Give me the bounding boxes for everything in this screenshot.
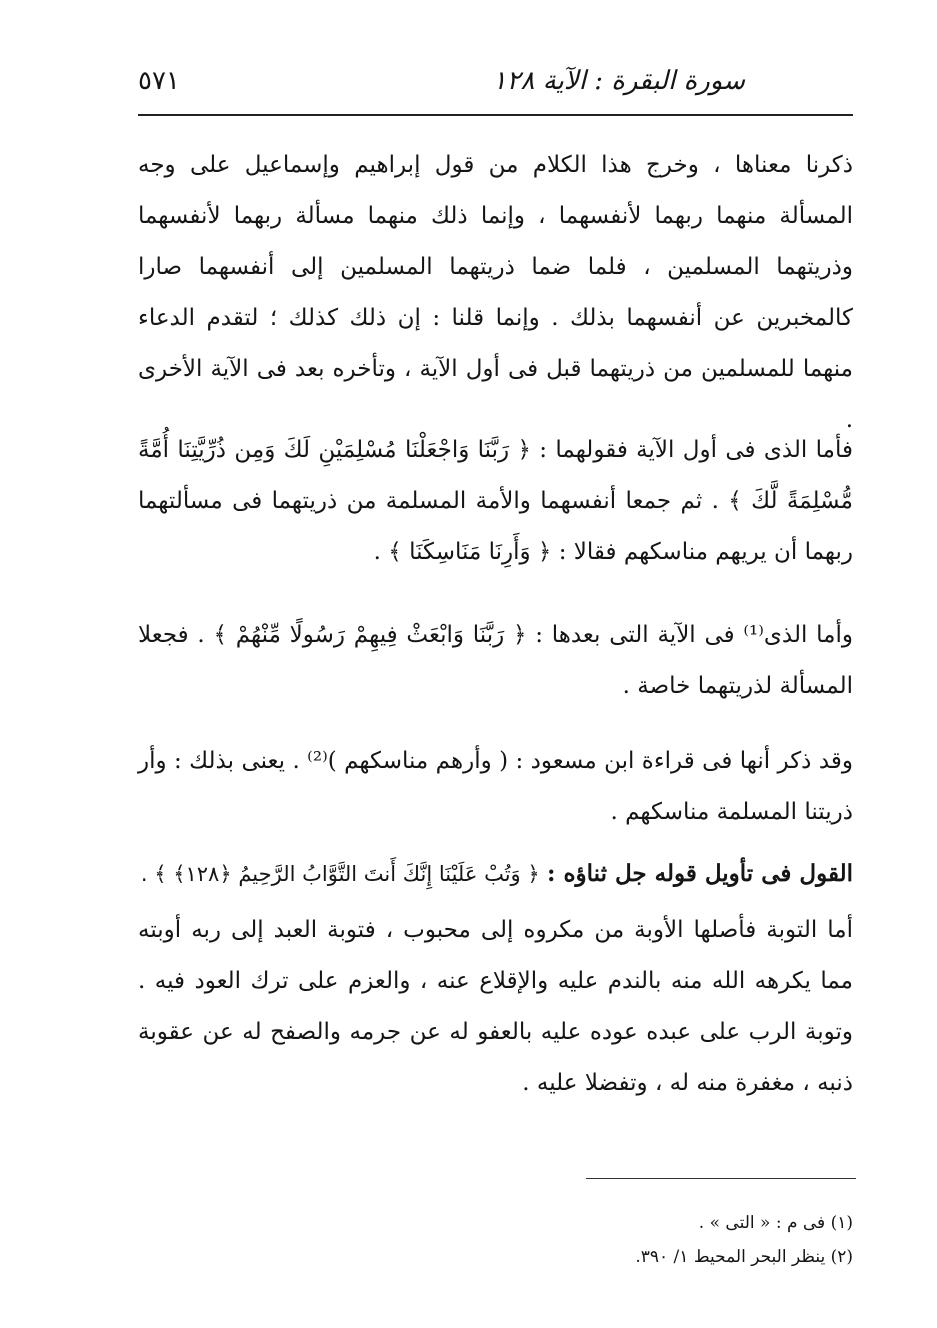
footnotes [138,1206,853,1274]
paragraph-3: وأما الذى⁽¹⁾ فى الآية التى بعدها : ﴿ رَبَّنَا وَابْعَثْ فِيهِمْ رَسُولًا مِّنْهُمْ ﴾ . فجعلا المسألة لذريتهما خاصة . [138,622,853,699]
footnote-1: (١) فى م : « التى » . [698,1213,853,1233]
paragraph-5 [138,848,853,900]
footnote-rule [586,1178,856,1179]
paragraph-6: أما التوبة فأصلها الأوبة من مكروه إلى محبوب ، فتوبة العبد إلى ربه أوبته مما يكرهه الله منه بالندم عليه والإقلاع عنه ، والعزم على ترك العود فيه . وتوبة الرب على عبده عوده عليه بالعفو له عن جرمه والصفح له عن عقوبة ذنبه ، مغفرة منه له ، وتفضلا عليه . [138,917,853,1096]
verse-quote: ﴿ وَتُبْ عَلَيْنَا إِنَّكَ أَنتَ التَّوَّابُ الرَّحِيمُ ﴿١٢٨﴾ ﴾ . [140,862,540,886]
paragraph-1: ذكرنا معناها ، وخرج هذا الكلام من قول إبراهيم وإسماعيل على وجه المسألة منهما ربهما لأنفسهما ، وإنما ذلك منهما مسألة ربهما لأنفسهما وذريتهما المسلمين ، فلما ضما ذريتهما المسلمين إلى أنفسهما صارا كالمخبرين عن أنفسهما بذلك . وإنما قلنا : إن ذلك كذلك ؛ لتقدم الدعاء منهما للمسلمين من ذريتهما قبل فى أول الآية ، وتأخره بعد فى الآية الأخرى . [138,152,853,433]
paragraph-2: فأما الذى فى أول الآية فقولهما : ﴿ رَبَّنَا وَاجْعَلْنَا مُسْلِمَيْنِ لَكَ وَمِن ذُرِّيَّتِنَا أُمَّةً مُّسْلِمَةً لَّكَ ﴾ . ثم جمعا أنفسهما والأمة المسلمة من ذريتهما فى مسألتهما ربهما أن يريهم مناسكهم فقالا : ﴿ وَأَرِنَا مَنَاسِكَنَا ﴾ . [138,437,853,565]
page-number: ٥٧١ [138,66,180,96]
paragraph-4: وقد ذكر أنها فى قراءة ابن مسعود : ( وأرهم مناسكهم )⁽²⁾ . يعنى بذلك : وأر ذريتنا المسلمة مناسكهم . [138,748,853,825]
section-heading: القول فى تأويل قوله جل ثناؤه : [546,860,853,887]
header-rule [138,114,853,116]
running-header [138,60,853,110]
header-title: سورة البقرة : الآية ١٢٨ [492,66,745,96]
footnote-2: (٢) ينظر البحر المحيط ١/ ٣٩٠. [635,1247,853,1267]
